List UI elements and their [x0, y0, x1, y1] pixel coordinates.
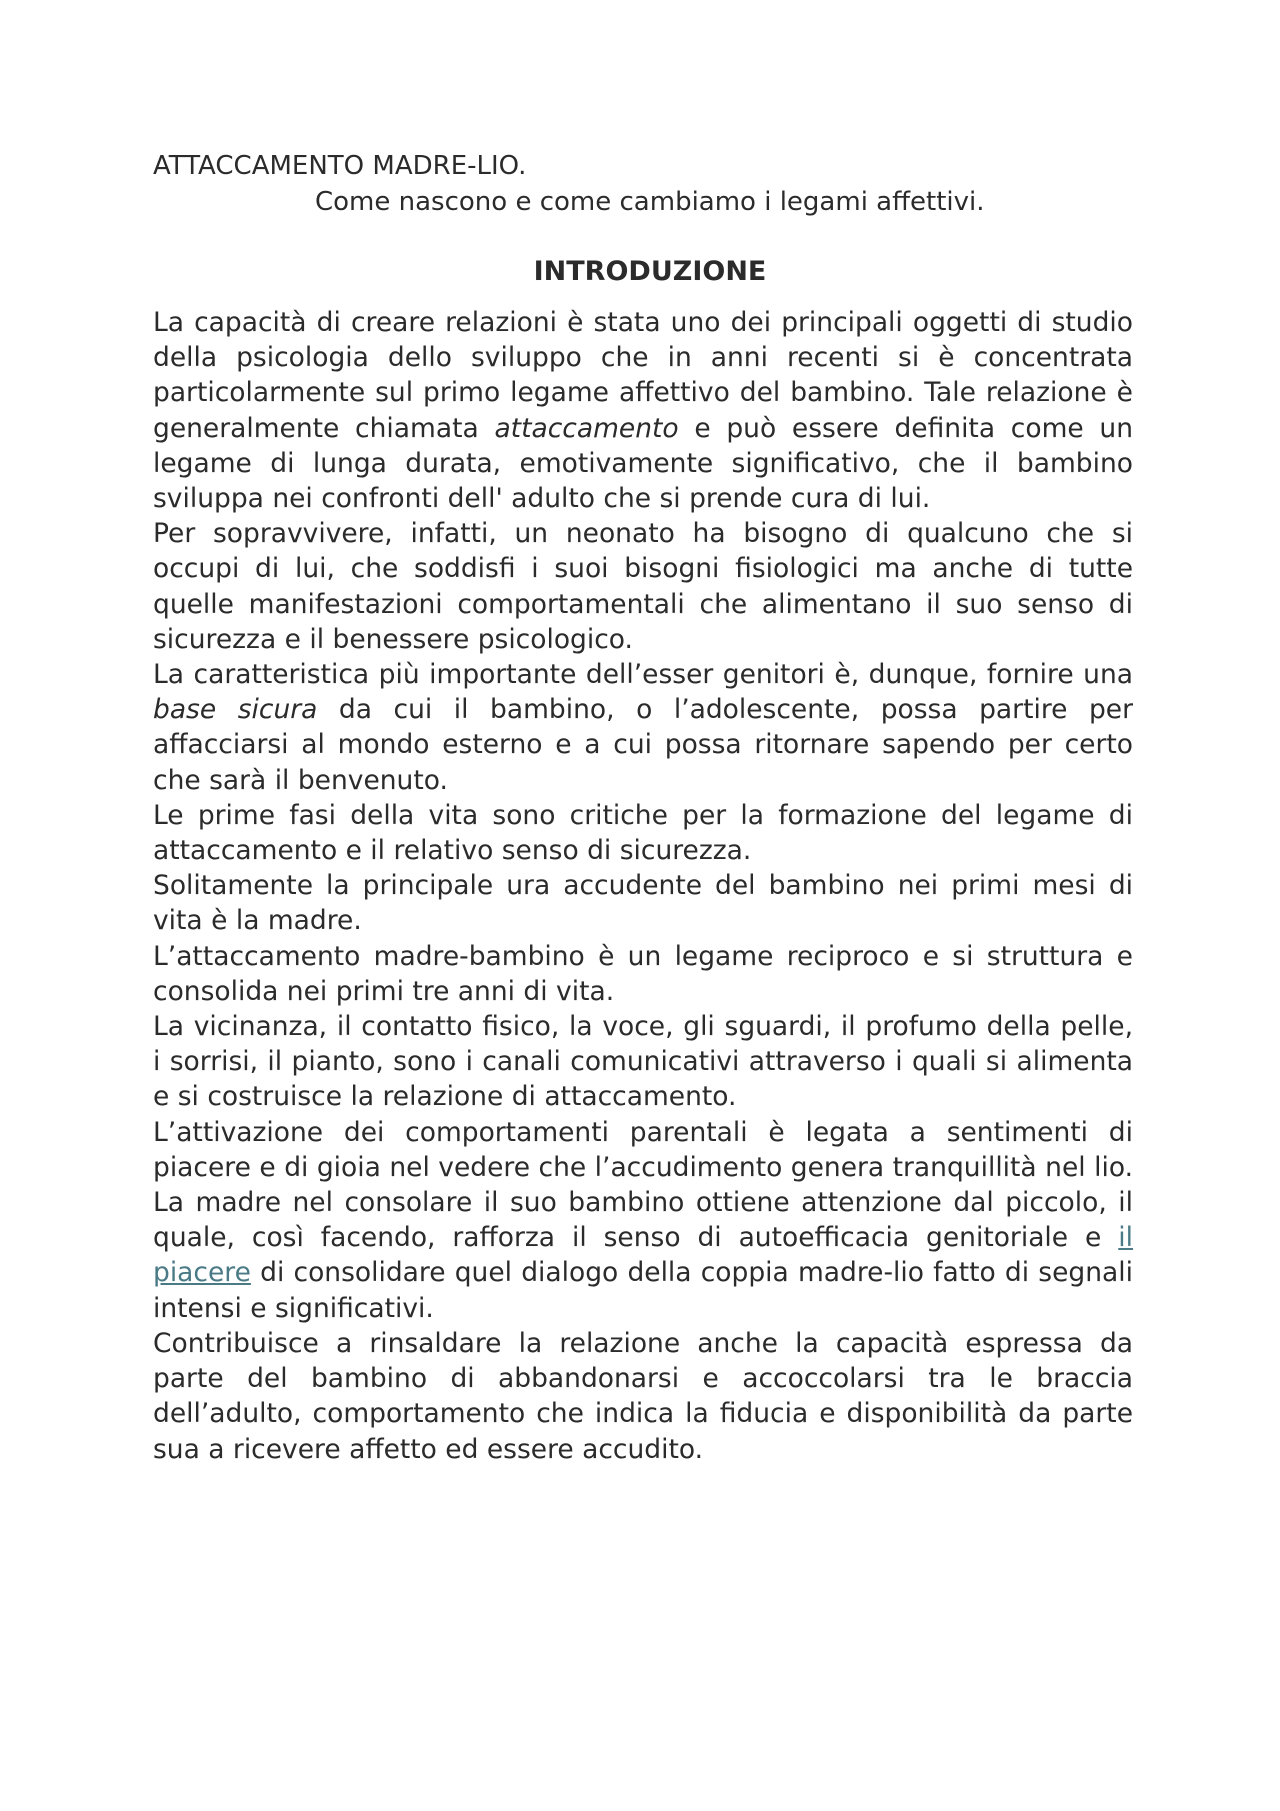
paragraph-2: Per sopravvivere, infatti, un neonato ha bisogno di qualcuno che si occupi di lui, che soddisfi i suoi bisogni fisiologici ma anche di tutte quelle manifestazioni comportamentali che alimentano il suo senso di sicurezza e il benessere psicologico. — [153, 518, 1133, 655]
paragraph-8 — [153, 1115, 1133, 1326]
paragraph-8-text: L’attivazione dei comportamenti parentali è legata a sentimenti di piacere e di gioia nel vedere che l’accudimento genera tranquillità nel lio. La madre nel consolare il suo bambino ottiene attenzione dal piccolo, il quale, così facendo, rafforza il senso di autoefficacia genitoriale e — [153, 1116, 1133, 1254]
piacere-link[interactable]: il piacere — [153, 1222, 1133, 1289]
paragraph-8-text-end: di consolidare quel dialogo della coppia madre-lio fatto di segnali intensi e significativi. — [153, 1257, 1133, 1324]
document-subtitle: Come nascono e come cambiamo i legami affettivi. — [315, 187, 985, 217]
paragraph-7: La vicinanza, il contatto fisico, la voce, gli sguardi, il profumo della pelle, i sorrisi, il pianto, sono i canali comunicativi attraverso i quali si alimenta e si costruisce la relazione di attaccamento. — [153, 1011, 1133, 1113]
paragraph-1 — [153, 305, 1133, 516]
paragraph-3-emphasis: base sicura — [153, 694, 318, 726]
section-heading: INTRODUZIONE — [533, 256, 767, 287]
paragraph-1-emphasis: attaccamento — [494, 412, 679, 444]
paragraph-5: Solitamente la principale ura accudente del bambino nei primi mesi di vita è la madre. — [153, 870, 1133, 937]
paragraph-3-text: La caratteristica più importante dell’esser genitori è, dunque, fornire una — [153, 659, 1133, 691]
paragraph-1-text: La capacità di creare relazioni è stata uno dei principali oggetti di studio della psicologia dello sviluppo che in anni recenti si è concentrata particolarmente sul primo legame affettivo del bambino. Tale relazione è generalmente chiamata — [153, 307, 1133, 444]
paragraph-1-text-end: e può essere definita come un legame di lunga durata, emotivamente significativo, che il bambino sviluppa nei confronti dell' adulto che si prende cura di lui. — [153, 412, 1134, 515]
document-title: ATTACCAMENTO MADRE-LIO. — [153, 151, 527, 181]
document-page — [153, 148, 1133, 1467]
paragraph-6: L’attaccamento madre-bambino è un legame reciproco e si struttura e consolida nei primi tre anni di vita. — [153, 940, 1133, 1007]
paragraph-9: Contribuisce a rinsaldare la relazione anche la capacità espressa da parte del bambino di abbandonarsi e accoccolarsi tra le braccia dell’adulto, comportamento che indica la fiducia e disponibilità da parte sua a ricevere affetto ed essere accudito. — [153, 1327, 1133, 1465]
paragraph-4: Le prime fasi della vita sono critiche per la formazione del legame di attaccamento e il relativo senso di sicurezza. — [153, 799, 1133, 867]
paragraph-3 — [153, 657, 1133, 798]
paragraph-3-text-end: da cui il bambino, o l’adolescente, possa partire per affacciarsi al mondo esterno e a cui possa ritornare sapendo per certo che sarà il benvenuto. — [153, 694, 1133, 796]
